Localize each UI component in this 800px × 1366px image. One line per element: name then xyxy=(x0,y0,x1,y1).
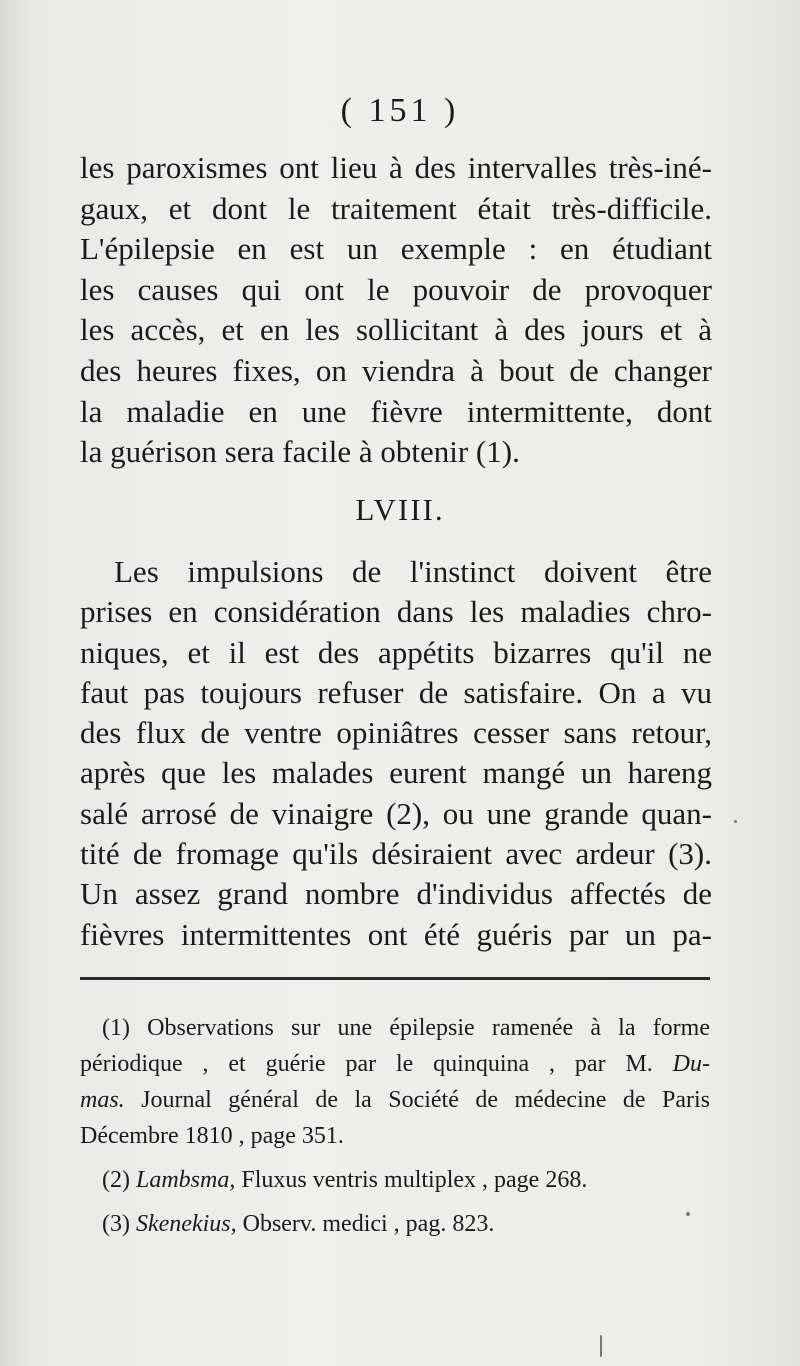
paragraph-1-line: gaux, et dont le traitement était très-difficile. xyxy=(80,190,712,226)
footnote-1-text: Journal général de la Société de médecine de Paris xyxy=(124,1087,710,1113)
footnote-2-line xyxy=(80,1162,710,1198)
footnotes xyxy=(80,1010,710,1250)
footnote-2-marker: (2) xyxy=(102,1167,136,1193)
paragraph-2-line: niques, et il est des appétits bizarres qu'il ne xyxy=(80,634,712,670)
footnote-1-line: (1) Observations sur une épilepsie ramenée à la forme xyxy=(102,1015,710,1041)
footnote-1-text: périodique , et guérie par le quinquina , par M. xyxy=(80,1051,673,1077)
paragraph-1-line: les accès, et en les sollicitant à des jours et à xyxy=(80,312,712,348)
footnote-2-author: Lambsma, xyxy=(135,1167,236,1193)
paragraph-2-line: fièvres intermittentes ont été guéris par un pa- xyxy=(80,916,712,952)
footnote-3-line xyxy=(80,1206,710,1242)
paragraph-1-line: les causes qui ont le pouvoir de provoquer xyxy=(80,271,712,307)
footnote-3-marker: (3) xyxy=(102,1211,136,1237)
footnote-3-author: Skenekius, xyxy=(135,1211,237,1237)
paragraph-1-line: L'épilepsie en est un exemple : en étudiant xyxy=(80,231,712,267)
paragraph-1-line: la maladie en une fièvre intermittente, dont xyxy=(80,393,712,429)
footnote-1-author-part: mas. xyxy=(80,1087,125,1113)
footnote-1 xyxy=(80,1010,710,1154)
footnote-1-line xyxy=(80,1082,710,1118)
page-number: ( 151 ) xyxy=(340,92,460,129)
paragraph-1-line: les paroxismes ont lieu à des intervalles très-iné- xyxy=(80,150,712,185)
paragraph-1-line: des heures fixes, on viendra à bout de changer xyxy=(80,352,712,388)
paragraph-2-line: salé arrosé de vinaigre (2), ou une grande quan- xyxy=(80,795,712,831)
paper-speck xyxy=(686,1212,690,1216)
paragraph-2-line: faut pas toujours refuser de satisfaire. On a vu xyxy=(80,674,712,710)
paragraph-2-line: prises en considération dans les maladies chro- xyxy=(80,594,712,630)
paragraph-1 xyxy=(80,148,712,473)
footnote-1-author-part: Du- xyxy=(672,1051,710,1077)
footnote-3 xyxy=(80,1206,710,1242)
paper-mark xyxy=(600,1335,602,1357)
footnote-2-text: Fluxus ventris multiplex , page 268. xyxy=(235,1167,588,1193)
paragraph-2-line: Les impulsions de l'instinct doivent être xyxy=(114,554,712,589)
paragraph-2-line: après que les malades eurent mangé un hareng xyxy=(80,755,712,791)
paragraph-2-line: tité de fromage qu'ils désiraient avec ardeur (3). xyxy=(80,836,712,872)
footnote-1-line: Décembre 1810 , page 351. xyxy=(80,1123,344,1149)
paragraph-2-line: Un assez grand nombre d'individus affectés de xyxy=(80,876,712,912)
footnote-1-line xyxy=(80,1046,710,1082)
paragraph-1-line: la guérison sera facile à obtenir (1). xyxy=(80,434,520,470)
paragraph-2 xyxy=(80,552,712,955)
footnote-2 xyxy=(80,1162,710,1198)
footnote-divider xyxy=(80,977,710,980)
section-heading: LVIII. xyxy=(355,492,445,527)
paragraph-2-line: des flux de ventre opiniâtres cesser sans retour, xyxy=(80,715,712,751)
footnote-3-text: Observ. medici , pag. 823. xyxy=(236,1211,495,1237)
paper-speck xyxy=(734,820,737,823)
